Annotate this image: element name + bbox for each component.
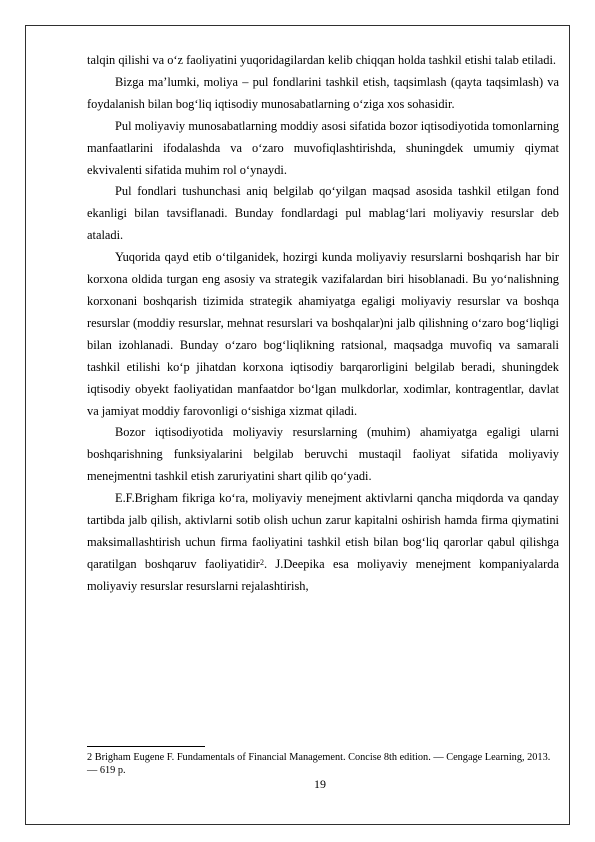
paragraph-money-funds: Pul fondlari tushunchasi aniq belgilab qo‘yilgan maqsad asosida tashkil etilgan fond ekanligi bilan tavsiflanadi. Bunday fondlardagi pul mablag‘lari moliyaviy resurslar deb ataladi.	[87, 184, 559, 243]
footnote: 2 Brigham Eugene F. Fundamentals of Financial Management. Concise 8th edition. — Cengage Learning, 2013. — 619 p.	[87, 752, 551, 776]
paragraph-brigham-text-end: . J.Deepika esa moliyaviy menejment kompaniyalarda moliyaviy resurslar resurslarni rejalashtirish,	[87, 556, 559, 593]
footnote-reference[interactable]: 2	[259, 557, 264, 567]
paragraph-market-economy: Bozor iqtisodiyotida moliyaviy resurslarning (muhim) ahamiyatga egaligi ularni boshqarishning funksiyalarini belgilab beruvchi mustaqil faoliyat sifatida moliyaviy menejmentni tashkil etish zaruriyatini shart qilib qo‘yadi.	[87, 425, 559, 484]
footnote-divider	[87, 746, 205, 747]
paragraph-resource-management: Yuqorida qayd etib o‘tilganidek, hozirgi kunda moliyaviy resurslarni boshqarish har bir korxona oldida turgan eng asosiy va strategik vazifalardan biri hisoblanadi. Bu yo‘nalishning korxonani boshqarish tizimida strategik ahamiyatga egaligi moliyaviy resurslar va boshqa resurslar (moddiy resurslar, mehnat resurslari va boshqalar)ni jalb qilishning o‘zaro bog‘liqligi bilan izohlanadi. Bunday o‘zaro bog‘liqlikning ratsional, maqsadga muvofiq va samarali tashkil etilishi ko‘p jihatdan korxona iqtisodiy barqarorligini belgilab beradi, shuningdek iqtisodiy obyekt faoliyatidan manfaatdor bo‘lgan mulkdorlar, xodimlar, kontragentlar, davlat va jamiyat moddiy farovonligi o‘sishiga xizmat qiladi.	[87, 250, 559, 418]
page-number: 19	[314, 777, 326, 791]
paragraph-continuation: talqin qilishi va o‘z faoliyatini yuqoridagilardan kelib chiqqan holda tashkil etishi talab etiladi.	[87, 53, 557, 67]
paragraph-finance-definition: Bizga ma’lumki, moliya – pul fondlarini tashkil etish, taqsimlash (qayta taqsimlash) va foydalanish bilan bog‘liq iqtisodiy munosabatlarning o‘ziga xos sohasidir.	[87, 74, 559, 111]
document-body	[87, 50, 559, 598]
paragraph-brigham-text: E.F.Brigham fikriga ko‘ra, moliyaviy menejment aktivlarni qancha miqdorda va qanday tartibda jalb qilish, aktivlarni sotib olish uchun zarur kapitalni oshirish hamda firma qiymatini maksimallashtirish uchun firma faoliyatini tashkil etish bilan bog‘liq qarorlar qabul qilishga qaratilgan boshqaruv faoliyatidir	[87, 491, 559, 571]
paragraph-money-role: Pul moliyaviy munosabatlarning moddiy asosi sifatida bozor iqtisodiyotida tomonlarning manfaatlarini ifodalashda va o‘zaro muvofiqlashtirishda, shuningdek umumiy qiymat ekvivalenti sifatida muhim rol o‘ynaydi.	[87, 118, 559, 177]
paragraph-brigham	[87, 488, 559, 598]
